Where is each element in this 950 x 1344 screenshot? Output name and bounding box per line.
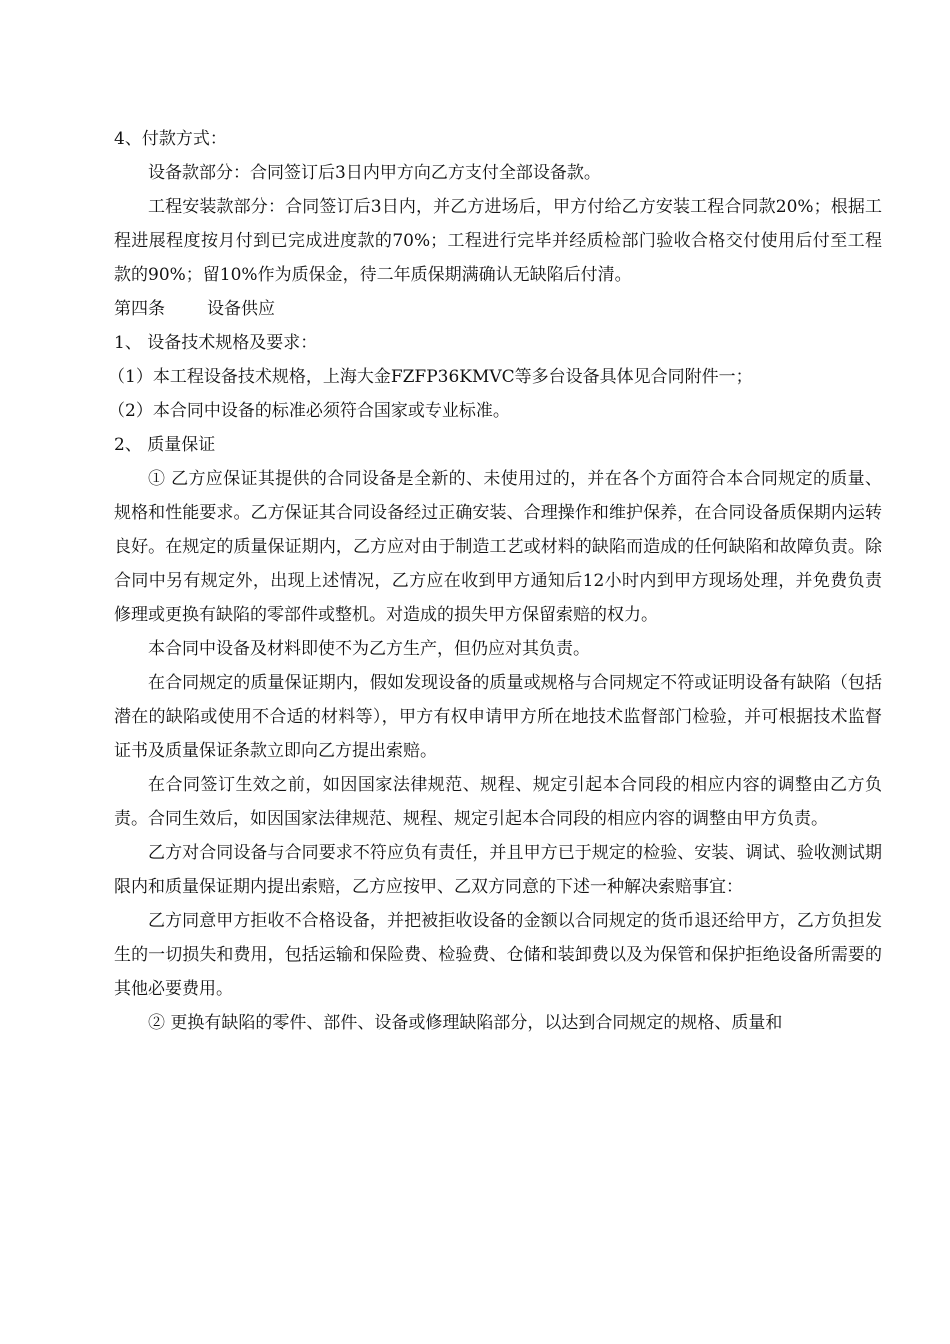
document-body [108,122,882,1040]
quality-paragraph-5: 乙方对合同设备与合同要求不符应负有责任，并且甲方已于规定的检验、安装、调试、验收测试期限内和质量保证期内提出索赔，乙方应按甲、乙双方同意的下述一种解决索赔事宜： [114,843,882,897]
article-number: 第四条 [114,299,165,319]
spec-heading: 1、 设备技术规格及要求： [114,333,318,353]
spec-item-2: （2）本合同中设备的标准必须符合国家或专业标准。 [108,401,510,421]
quality-paragraph-2: 本合同中设备及材料即使不为乙方生产，但仍应对其负责。 [148,639,590,659]
payment-equipment-paragraph: 设备款部分：合同签订后3日内甲方向乙方支付全部设备款。 [148,163,601,183]
quality-paragraph-3: 在合同规定的质量保证期内，假如发现设备的质量或规格与合同规定不符或证明设备有缺陷（包括潜在的缺陷或使用不合适的材料等），甲方有权申请甲方所在地技术监督部门检验，并可根据技术监督证书及质量保证条款立即向乙方提出索赔。 [114,673,882,761]
quality-paragraph-4: 在合同签订生效之前，如因国家法律规范、规程、规定引起本合同段的相应内容的调整由乙方负责。合同生效后，如因国家法律规范、规程、规定引起本合同段的相应内容的调整由甲方负责。 [114,775,882,829]
quality-paragraph-6: 乙方同意甲方拒收不合格设备，并把被拒收设备的金额以合同规定的货币退还给甲方，乙方负担发生的一切损失和费用，包括运输和保险费、检验费、仓储和装卸费以及为保管和保护拒绝设备所需要的其他必要费用。 [114,911,882,999]
payment-heading: 4、付款方式： [114,129,227,149]
article-4-heading [114,292,882,326]
quality-paragraph-1: ① 乙方应保证其提供的合同设备是全新的、未使用过的，并在各个方面符合本合同规定的质量、规格和性能要求。乙方保证其合同设备经过正确安装、合理操作和维护保养，在合同设备质保期内运转良好。在规定的质量保证期内，乙方应对由于制造工艺或材料的缺陷而造成的任何缺陷和故障负责。除合同中另有规定外，出现上述情况，乙方应在收到甲方通知后12小时内到甲方现场处理，并免费负责修理或更换有缺陷的零部件或整机。对造成的损失甲方保留索赔的权力。 [114,469,882,625]
quality-paragraph-7: ② 更换有缺陷的零件、部件、设备或修理缺陷部分，以达到合同规定的规格、质量和 [148,1013,783,1033]
payment-installation-paragraph: 工程安装款部分：合同签订后3日内，并乙方进场后，甲方付给乙方安装工程合同款20%；根据工程进展程度按月付到已完成进度款的70%；工程进行完毕并经质检部门验收合格交付使用后付至工程款的90%；留10%作为质保金，待二年质保期满确认无缺陷后付清。 [114,197,882,285]
spec-item-1: （1）本工程设备技术规格，上海大金FZFP36KMVC等多台设备具体见合同附件一； [108,367,753,387]
article-title: 设备供应 [207,299,275,319]
quality-heading: 2、 质量保证 [114,435,216,455]
